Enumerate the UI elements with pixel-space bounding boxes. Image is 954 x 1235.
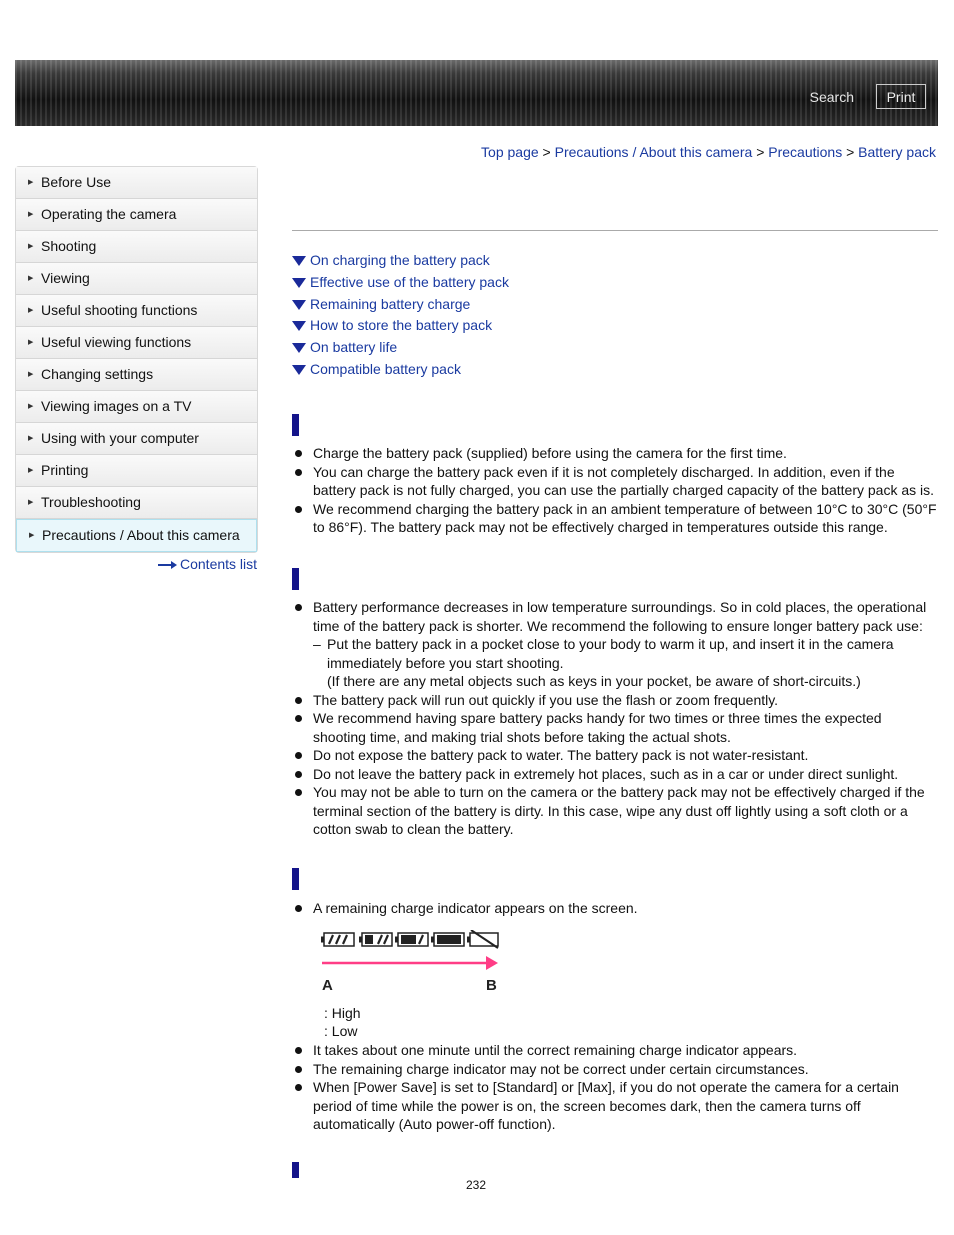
list-item: Do not expose the battery pack to water. The battery pack is not water-resistant. bbox=[292, 746, 938, 765]
contents-list-label: Contents list bbox=[180, 556, 258, 572]
sidebar-item-label: Using with your computer bbox=[41, 430, 199, 446]
arrow-right-icon: ▶ bbox=[29, 532, 35, 539]
section-effective-use-list bbox=[292, 598, 938, 839]
battery-empty-icon bbox=[467, 930, 498, 948]
arrow-right-icon bbox=[486, 956, 498, 970]
toc-link-label: How to store the battery pack bbox=[310, 317, 493, 334]
breadcrumb-precautions-about[interactable]: Precautions / About this camera bbox=[554, 144, 753, 160]
arrow-right-icon: ▶ bbox=[28, 435, 34, 442]
sidebar-item-label: Useful shooting functions bbox=[41, 302, 198, 318]
list-item: You may not be able to turn on the camera or the battery pack may not be effectively charged if the terminal section of the battery is dirty. In this case, wipe any dust off lightly using a soft cloth or a cotton swab to clean the battery. bbox=[292, 783, 938, 839]
page-toc bbox=[292, 252, 509, 383]
battery-indicator-figure bbox=[320, 930, 502, 996]
sidebar-item-label: Operating the camera bbox=[41, 206, 177, 222]
section-charging-list bbox=[292, 444, 938, 537]
section-marker bbox=[292, 568, 299, 590]
sidebar-nav bbox=[15, 166, 258, 553]
sidebar-item-operating[interactable] bbox=[16, 199, 257, 231]
sidebar-item-troubleshooting[interactable] bbox=[16, 487, 257, 519]
section-remaining-charge-intro bbox=[292, 899, 938, 918]
sidebar-item-useful-shooting[interactable] bbox=[16, 295, 257, 327]
battery-low-icon bbox=[431, 933, 464, 946]
section-marker bbox=[292, 868, 299, 890]
contents-list-link[interactable] bbox=[158, 556, 257, 572]
triangle-down-icon bbox=[292, 365, 306, 375]
toc-link-compatible[interactable] bbox=[292, 361, 509, 383]
search-link[interactable]: Search bbox=[809, 89, 854, 105]
breadcrumb-separator: > bbox=[542, 144, 551, 160]
sidebar-item-before-use[interactable] bbox=[16, 167, 257, 199]
sidebar-item-viewing-tv[interactable] bbox=[16, 391, 257, 423]
sidebar-item-label: Useful viewing functions bbox=[41, 334, 192, 350]
sidebar-item-computer[interactable] bbox=[16, 423, 257, 455]
note-text: (If there are any metal objects such as keys in your pocket, be aware of short-circuits.) bbox=[327, 673, 861, 689]
toc-link-effective-use[interactable] bbox=[292, 274, 509, 296]
triangle-down-icon bbox=[292, 300, 306, 310]
arrow-right-icon bbox=[158, 561, 178, 569]
figure-label-a: A bbox=[322, 977, 333, 994]
figure-label-b: B bbox=[486, 977, 497, 994]
triangle-down-icon bbox=[292, 256, 306, 266]
title-divider bbox=[292, 230, 938, 231]
sidebar-item-label: Viewing images on a TV bbox=[41, 398, 192, 414]
sidebar-item-viewing[interactable] bbox=[16, 263, 257, 295]
toc-link-store[interactable] bbox=[292, 317, 509, 339]
arrow-right-icon: ▶ bbox=[28, 467, 34, 474]
arrow-right-icon: ▶ bbox=[28, 403, 34, 410]
toc-link-remaining-charge[interactable] bbox=[292, 296, 509, 318]
sidebar-item-changing-settings[interactable] bbox=[16, 359, 257, 391]
section-marker bbox=[292, 414, 299, 436]
list-item: We recommend having spare battery packs handy for two times or three times the expected shooting time, and making trial shots before taking the actual shots. bbox=[292, 709, 938, 746]
arrow-right-icon: ▶ bbox=[28, 339, 34, 346]
sidebar-item-precautions[interactable] bbox=[16, 519, 257, 552]
list-item: The remaining charge indicator may not be correct under certain circumstances. bbox=[292, 1060, 938, 1079]
list-item: Charge the battery pack (supplied) before using the camera for the first time. bbox=[292, 444, 938, 463]
triangle-down-icon bbox=[292, 343, 306, 353]
sidebar-item-printing[interactable] bbox=[16, 455, 257, 487]
sidebar-item-label: Troubleshooting bbox=[41, 494, 141, 510]
toc-link-label: Effective use of the battery pack bbox=[310, 273, 509, 290]
arrow-right-icon: ▶ bbox=[28, 179, 34, 186]
sidebar-item-label: Precautions / About this camera bbox=[42, 527, 240, 543]
list-item: The battery pack will run out quickly if you use the flash or zoom frequently. bbox=[292, 691, 938, 710]
arrow-right-icon: ▶ bbox=[28, 275, 34, 282]
header-bar bbox=[15, 60, 938, 126]
battery-full-icon bbox=[321, 933, 354, 946]
toc-link-charging[interactable] bbox=[292, 252, 509, 274]
sidebar-item-label: Printing bbox=[41, 462, 89, 478]
sub-list-item: – Put the battery pack in a pocket close to your body to warm it up, and insert it in the camera immediately before you start shooting. bbox=[292, 635, 938, 672]
toc-link-battery-life[interactable] bbox=[292, 339, 509, 361]
print-button[interactable]: Print bbox=[876, 84, 926, 109]
sidebar-item-label: Changing settings bbox=[41, 366, 154, 382]
list-item: It takes about one minute until the correct remaining charge indicator appears. bbox=[292, 1041, 938, 1060]
breadcrumb-separator: > bbox=[846, 144, 855, 160]
arrow-right-icon: ▶ bbox=[28, 371, 34, 378]
arrow-right-icon: ▶ bbox=[28, 307, 34, 314]
battery-medium-icon bbox=[395, 933, 428, 946]
toc-link-label: Remaining battery charge bbox=[310, 295, 471, 312]
legend-b-description: : Low bbox=[324, 1023, 358, 1039]
toc-link-label: Compatible battery pack bbox=[310, 360, 461, 377]
breadcrumb-battery-pack[interactable]: Battery pack bbox=[858, 144, 936, 160]
page-number: 232 bbox=[466, 1178, 487, 1192]
sidebar-item-shooting[interactable] bbox=[16, 231, 257, 263]
list-item: Do not leave the battery pack in extremely hot places, such as in a car or under direct sunlight. bbox=[292, 765, 938, 784]
breadcrumb bbox=[481, 144, 936, 160]
list-item: We recommend charging the battery pack in an ambient temperature of between 10°C to 30°C (50°F to 86°F). The battery pack may not be effectively charged in temperatures outside this range. bbox=[292, 500, 938, 537]
sidebar-item-label: Before Use bbox=[41, 174, 112, 190]
toc-link-label: On charging the battery pack bbox=[310, 252, 490, 268]
arrow-right-icon: ▶ bbox=[28, 243, 34, 250]
section-remaining-charge-list bbox=[292, 1041, 938, 1134]
arrow-right-icon: ▶ bbox=[28, 499, 34, 506]
legend-a-description: : High bbox=[324, 1005, 361, 1021]
sidebar-item-label: Viewing bbox=[41, 270, 90, 286]
list-item: When [Power Save] is set to [Standard] or [Max], if you do not operate the camera for a certain period of time while the power is on, the screen becomes dark, then the camera turns off automatically (Auto power-off function). bbox=[292, 1078, 938, 1134]
section-marker bbox=[292, 1162, 299, 1178]
arrow-right-icon: ▶ bbox=[28, 211, 34, 218]
breadcrumb-separator: > bbox=[756, 144, 765, 160]
breadcrumb-precautions[interactable]: Precautions bbox=[768, 144, 843, 160]
sidebar-item-useful-viewing[interactable] bbox=[16, 327, 257, 359]
breadcrumb-top-page[interactable]: Top page bbox=[481, 144, 539, 160]
toc-link-label: On battery life bbox=[310, 339, 398, 356]
list-item: Battery performance decreases in low temperature surroundings. So in cold places, the operational time of the battery pack is shorter. We recommend the following to ensure longer battery pack use: bbox=[292, 598, 938, 635]
triangle-down-icon bbox=[292, 278, 306, 288]
triangle-down-icon bbox=[292, 321, 306, 331]
sidebar-item-label: Shooting bbox=[41, 238, 97, 254]
list-item: A remaining charge indicator appears on the screen. bbox=[292, 899, 938, 918]
battery-high-icon bbox=[359, 933, 392, 946]
list-item: You can charge the battery pack even if it is not completely discharged. In addition, even if the battery pack is not fully charged, you can use the partially charged capacity of the battery pack as is. bbox=[292, 463, 938, 500]
